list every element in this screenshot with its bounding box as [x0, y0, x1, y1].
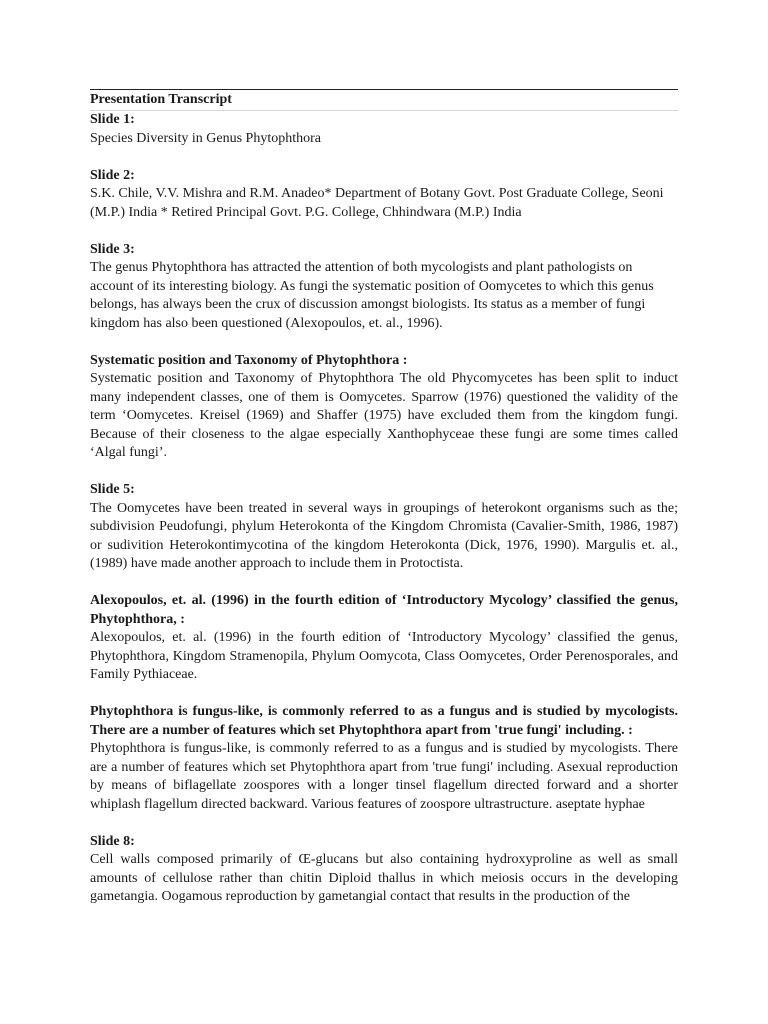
- section-fungus-like-features: [90, 703, 678, 814]
- section-heading: Phytophthora is fungus-like, is commonly referred to as a fungus and is studied by mycologists. There are a number of features which set Phytophthora apart from 'true fungi' including. :: [90, 704, 678, 738]
- section-text: Species Diversity in Genus Phytophthora: [90, 130, 321, 146]
- spacer: [90, 333, 678, 352]
- section-heading: Slide 5:: [90, 482, 135, 497]
- top-rule: [90, 89, 678, 90]
- section-heading: Systematic position and Taxonomy of Phytophthora :: [90, 352, 408, 368]
- spacer: [90, 463, 678, 482]
- section-text: Phytophthora is fungus-like, is commonly referred to as a fungus and is studied by mycologists. There are a number of features which set Phytophthora apart from 'true fungi' including. Asexual reproduction by means of biflagellate zoospores with a longer tinsel flagellum directed forward and a shorter whiplash flagellum directed backward. Various features of zoospore ultrastructure. aseptate hyphae: [90, 741, 678, 812]
- section-heading: Slide 2:: [90, 167, 135, 183]
- section-slide-8: [90, 833, 678, 907]
- section-heading: Slide 1:: [90, 112, 135, 127]
- spacer: [90, 148, 678, 167]
- transcript-title: Presentation Transcript: [90, 91, 678, 111]
- section-text: S.K. Chile, V.V. Mishra and R.M. Anadeo* Department of Botany Govt. Post Graduate College, Seoni (M.P.) India * Retired Principal Govt. P.G. College, Chhindwara (M.P.) India: [90, 186, 664, 220]
- section-text: Alexopoulos, et. al. (1996) in the fourth edition of ‘Introductory Mycology’ classified the genus, Phytophthora, Kingdom Stramenopila, Phylum Oomycota, Class Oomycetes, Order Perenosporales, and Family Pythiaceae.: [90, 630, 678, 682]
- section-slide-3: [90, 241, 678, 334]
- section-text: Systematic position and Taxonomy of Phytophthora The old Phycomycetes has been split to induct many independent classes, one of them is Oomycetes. Sparrow (1976) questioned the validity of the term ‘Oomycetes. Kreisel (1969) and Shaffer (1975) have excluded them from the kingdom fungi. Because of their closeness to the algae especially Xanthophyceae these fungi are some times called ‘Algal fungi’.: [90, 371, 678, 460]
- section-heading: Slide 8:: [90, 833, 135, 849]
- spacer: [90, 814, 678, 833]
- section-slide-1: [90, 111, 678, 148]
- section-systematic-position: [90, 352, 678, 463]
- section-heading: Slide 3:: [90, 241, 135, 257]
- section-alexopoulos-classification: [90, 592, 678, 685]
- section-heading: Alexopoulos, et. al. (1996) in the fourth edition of ‘Introductory Mycology’ classified the genus, Phytophthora, :: [90, 593, 678, 627]
- section-text: The Oomycetes have been treated in several ways in groupings of heterokont organisms such as the; subdivision Peudofungi, phylum Heterokonta of the Kingdom Chromista (Cavalier-Smith, 1986, 1987) or sudivition Heterokontimycotina of the kingdom Heterokonta (Dick, 1976, 1990). Margulis et. al., (1989) have made another approach to include them in Protoctista.: [90, 500, 678, 571]
- section-slide-2: [90, 167, 678, 223]
- document-page: [90, 89, 678, 907]
- spacer: [90, 685, 678, 704]
- section-slide-5: [90, 481, 678, 574]
- section-text: The genus Phytophthora has attracted the attention of both mycologists and plant pathologists on account of its interesting biology. As fungi the systematic position of Oomycetes to which this genus belongs, has always been the crux of discussion amongst biologists. Its status as a member of fungi kingdom has also been questioned (Alexopoulos, et. al., 1996).: [90, 260, 654, 331]
- section-text: Cell walls composed primarily of Œ-glucans but also containing hydroxyproline as well as small amounts of cellulose rather than chitin Diploid thallus in which meiosis occurs in the developing gametangia. Oogamous reproduction by gametangial contact that results in the production of the: [90, 852, 678, 904]
- spacer: [90, 222, 678, 241]
- spacer: [90, 574, 678, 593]
